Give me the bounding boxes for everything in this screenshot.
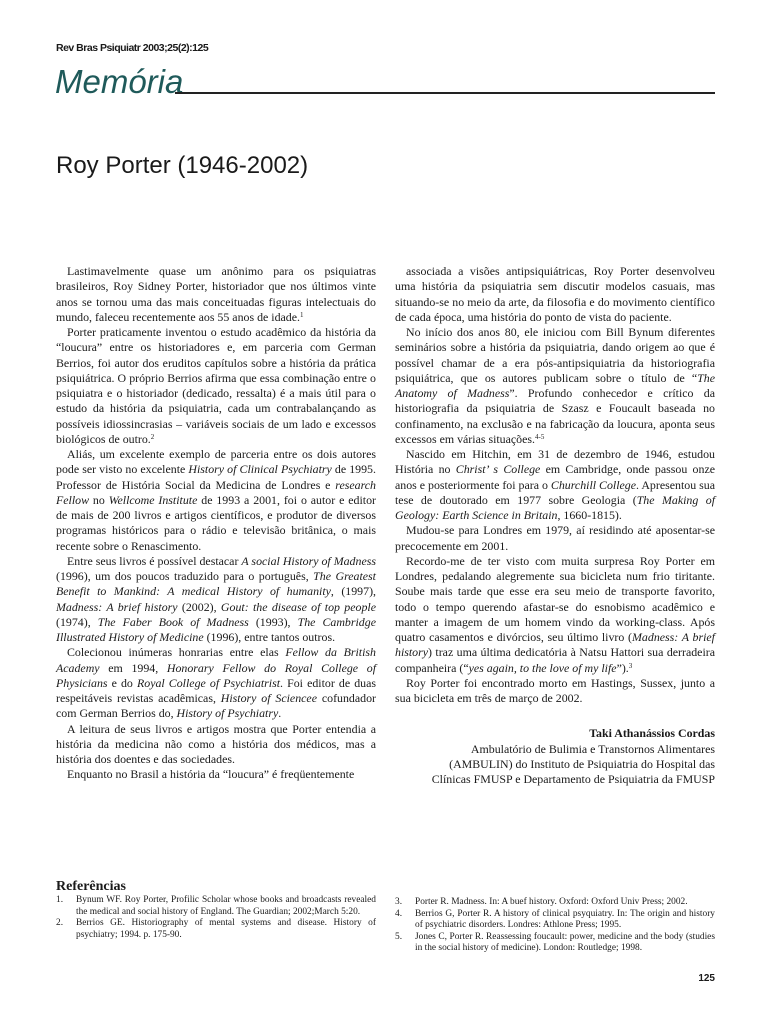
body-column-right [395, 264, 715, 787]
text-run: . Foi editor de duas respeitáveis revistas acadêmicas, [56, 675, 377, 705]
text-run: e do [107, 675, 137, 690]
author-affiliation-line: (AMBULIN) do Instituto de Psiquiatria do Hospital das [449, 756, 715, 771]
italic-text: Churchill College [550, 477, 637, 492]
section-title: Memória [55, 63, 184, 100]
paragraph [56, 645, 376, 721]
paragraph [395, 676, 715, 707]
italic-text: Fellow da British Academy [56, 645, 376, 675]
paragraph [56, 447, 376, 554]
page-number: 125 [698, 973, 715, 984]
author-name: Taki Athanássios Cordas [589, 726, 715, 741]
text-run: de 1993 a 2001, foi o autor e editor de mais de 200 livros e artigos científicos, e produtor de diversos programas históricos para o rádio e televisão britânica, o mais recente sobre o Renascimento. [56, 492, 376, 553]
reference-item: 2. Berrios GE. Historiography of mental systems and disease. History of psychiatry; 1994. p. 175-90. [56, 918, 376, 940]
text-run: ) traz uma última dedicatória à Natsu Hattori sua derradeira companheira (“ [395, 645, 715, 675]
text-run: Colecionou inúmeras honrarias entre elas [67, 645, 286, 660]
text-run: ”. Profundo conhecedor e crítico da historiografia da psiquiatria de Szasz e Foucault baseada no confinamento, na exclusão e na fabricação da loucura, aponta seus excessos em várias situações. [395, 386, 715, 446]
italic-text: yes again, to the love of my life [468, 660, 617, 675]
journal-reference: Rev Bras Psiquiatr 2003;25(2):125 [56, 42, 209, 54]
reference-item: 5. Jones C, Porter R. Reassessing foucault: power, medicine and the body (studies in the social history of medicine). London: Routledge; 1998. [395, 931, 715, 953]
text-run: Porter praticamente inventou o estudo acadêmico da história da “loucura” entre os historiadores e, em parceria com German Berrios, foi autor dos eruditos capítulos sobre a história da prática psiquiátrica. O próprio Berrios afirma que essa combinação entre o psiquiatra e o historiador (dedicado, ressalta) é a mais útil para o estudo da história da psiquiatria, cada um contrabalançando as possíveis idiossincrasias – variáveis sociais de um lado e excessos biológicos de outro. [56, 325, 376, 446]
paragraph [395, 447, 715, 523]
italic-text: A social History of Madness [241, 553, 376, 568]
paragraph [56, 722, 376, 768]
text-run: , (1997), [330, 584, 376, 599]
body-column-left [56, 264, 376, 783]
text-run: Mudou-se para Londres em 1979, aí residindo até aposentar-se precocemente em 2001. [395, 523, 715, 553]
text-run: , 1660-1815). [557, 508, 622, 522]
citation-marker: 1 [300, 310, 304, 319]
references-title: Referências [56, 879, 126, 894]
text-run: Entre seus livros é possível destacar [67, 553, 242, 568]
reference-item: 3. Porter R. Madness. In: A buef history. Oxford: Oxford Univ Press; 2002. [395, 897, 688, 907]
section-rule [175, 92, 715, 94]
italic-text: History of Clinical Psychiatry [188, 462, 332, 477]
italic-text: Madness: A brief history [395, 630, 715, 660]
paragraph [395, 554, 715, 676]
text-run: (1974), [56, 614, 98, 629]
text-run: cofundador com German Berrios do, [56, 691, 376, 721]
text-run: de 1995. Professor de História Social da Medicina de Londres e [56, 462, 376, 492]
text-run: Aliás, um excelente exemplo de parceria entre os dois autores pode ser visto no excelente [56, 447, 376, 477]
author-affiliation-line: Ambulatório de Bulimia e Transtornos Alimentares [470, 741, 715, 756]
italic-text: The Anatomy of Madness [395, 370, 715, 400]
italic-text: research Fellow [56, 477, 376, 507]
paragraph [56, 554, 376, 646]
paragraph [395, 264, 715, 325]
text-run: (2002), [177, 599, 221, 614]
references-list-right [395, 897, 715, 955]
text-run: Roy Porter foi encontrado morto em Hastings, Sussex, junto a sua bicicleta em três de março de 2002. [395, 675, 715, 705]
citation-marker: 3 [628, 661, 633, 670]
italic-text: The Cambridge Illustrated History of Medicine [56, 614, 376, 644]
text-run: (1993), [248, 614, 298, 629]
reference-item: 1. Bynum WF. Roy Porter, Profilic Scholar whose books and broadcasts revealed the medical and social history of England. The Guardian; 2002;March 5:20. [56, 895, 376, 917]
article-title: Roy Porter (1946-2002) [56, 152, 309, 179]
paragraph [56, 767, 376, 782]
right-paragraphs [395, 264, 715, 706]
text-run: Nascido em Hitchin, em 31 de dezembro de 1946, estudou História no [395, 447, 715, 477]
text-run: no [89, 492, 109, 507]
text-run: . [278, 706, 282, 721]
text-run: (1996), entre tantos outros. [203, 630, 336, 644]
text-run: Recordo-me de ter visto com muita surpresa Roy Porter em Londres, pedalando alegremente sua bicicleta num frio tiritante. Soube mais tarde que esse era seu meio de transporte favorito, todo o tempo querendo afastar-se do esnobismo acadêmico e manter a imagem de um homem vindo da working-class. Após quatro casamentos e divórcios, seu último livro ( [395, 553, 715, 644]
italic-text: History of Sciencee [220, 691, 317, 705]
italic-text: Madness: A brief history [56, 599, 178, 614]
text-run: (1996), um dos poucos traduzido para o português, [56, 569, 314, 583]
paragraph [56, 325, 376, 447]
author-affiliation-line: Clínicas FMUSP e Departamento de Psiquiatria da FMUSP [431, 772, 715, 786]
references-list-left [56, 895, 376, 941]
text-run: A leitura de seus livros e artigos mostra que Porter entendia a história da medicina não como a história dos médicos, mas a história dos doentes e das sociedades. [56, 721, 376, 766]
italic-text: Royal College of Psychiatrist [136, 675, 281, 690]
text-run: . Apresentou sua tese de doutorado em 1977 sobre Geologia ( [395, 477, 715, 507]
italic-text: Christ’ s College [455, 462, 541, 477]
italic-text: Honorary Fellow do Royal College of Physicians [56, 660, 376, 690]
text-run: Lastimavelmente quase um anônimo para os psiquiatras brasileiros, Roy Sidney Porter, historiador que nos últimos vinte anos se tornou uma das mais conceituadas figuras intelectuais do mundo, faleceu recentemente aos 55 anos de idade. [56, 264, 376, 324]
italic-text: The Faber Book of Madness [97, 614, 249, 629]
italic-text: History of Psychiatry [176, 706, 279, 721]
text-run: No início dos anos 80, ele iniciou com Bill Bynum diferentes seminários sobre a história da psiquiatria, dando origem ao que é possível chamar de a era pós-antipsiquiatria da historiografia psiquiátrica, que os autores publicam sobre o título de “ [395, 325, 715, 385]
citation-marker: 4-5 [535, 432, 545, 441]
reference-item: 4. Berrios G, Porter R. A history of clinical psyquiatry. In: The origin and history of psychiatric disorders. Londres: Athlone Press; 1995. [395, 908, 715, 930]
citation-marker: 2 [150, 432, 155, 441]
text-run: associada a visões antipsiquiátricas, Roy Porter desenvolveu uma história da psiquiatria sem discutir modelos casuais, mas situando-se no meio da arte, da filosofia e do movimento científico de cada época, uma história do ponto de vista do paciente. [395, 264, 715, 324]
text-run: Enquanto no Brasil a história da “loucura” é freqüentemente [67, 767, 355, 782]
paragraph [395, 325, 715, 447]
text-run: ”). [616, 660, 629, 675]
section-header [55, 62, 715, 102]
paragraph [395, 523, 715, 554]
text-run: em 1994, [99, 660, 167, 675]
italic-text: The Making of Geology: Earth Science in Britain [395, 492, 715, 522]
paragraph [56, 264, 376, 325]
text-run: em Cambridge, onde passou onze anos e posteriormente foi para o [395, 462, 715, 492]
author-signature [395, 726, 715, 787]
italic-text: The Greatest Benefit to Mankind: A medical History of humanity [56, 569, 376, 599]
italic-text: Gout: the disease of top people [220, 599, 376, 614]
italic-text: Wellcome Institute [108, 492, 198, 507]
